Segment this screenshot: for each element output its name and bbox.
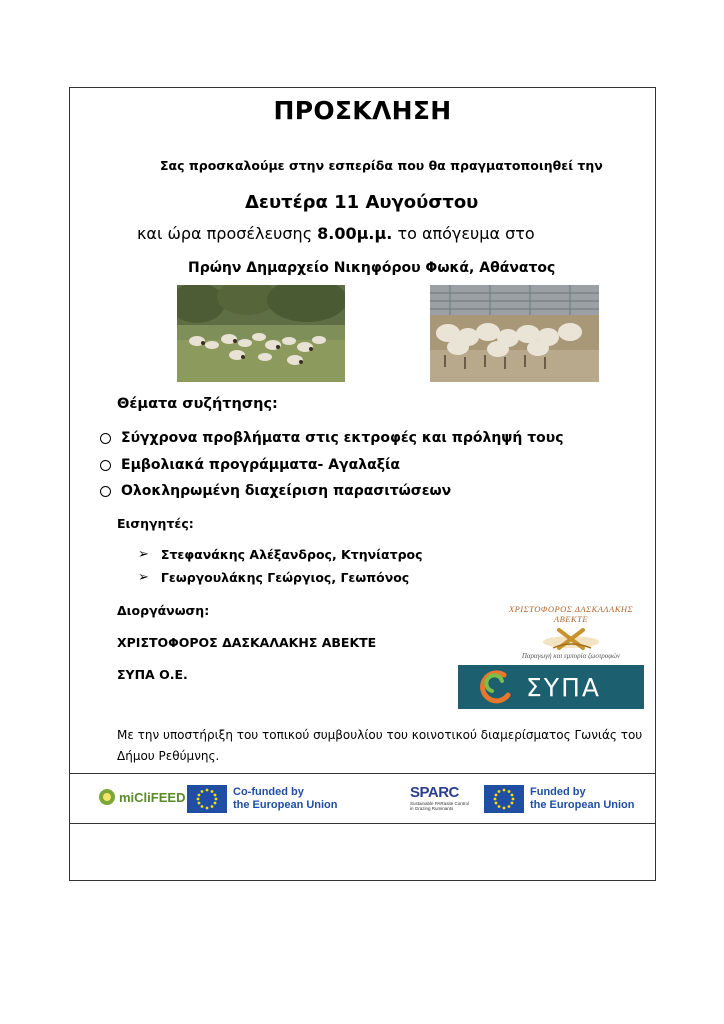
funded-line-2: the European Union bbox=[530, 799, 635, 811]
miclifeed-logo bbox=[98, 788, 185, 806]
circle-bullet-icon bbox=[100, 433, 111, 444]
speaker-item bbox=[138, 570, 409, 585]
wheat-x-icon bbox=[541, 626, 601, 652]
sparc-logo bbox=[410, 784, 469, 811]
topic-label: Εμβολιακά προγράμματα- Αγαλαξία bbox=[121, 457, 401, 473]
topic-label: Σύγχρονα προβλήματα στις εκτροφές και πρόληψή τους bbox=[121, 430, 564, 446]
page-title: ΠΡΟΣΚΛΗΣΗ bbox=[273, 96, 452, 125]
organization-heading: Διοργάνωση: bbox=[117, 603, 210, 618]
circle-bullet-icon bbox=[100, 486, 111, 497]
cofunded-line-1: Co-funded by bbox=[233, 786, 304, 798]
topics-heading: Θέματα συζήτησης: bbox=[117, 396, 278, 412]
organizer-name: ΧΡΙΣΤΟΦΟΡΟΣ ΔΑΣΚΑΛΑΚΗΣ ΑΒΕΚΤΕ bbox=[117, 635, 377, 650]
sparc-sub-line-1: Sustainable PARasite Control bbox=[410, 801, 469, 806]
topic-item bbox=[100, 483, 451, 499]
time-suffix: το απόγευμα στο bbox=[397, 224, 535, 243]
footer-divider-top bbox=[70, 773, 655, 774]
speaker-label: Στεφανάκης Αλέξανδρος, Κτηνίατρος bbox=[160, 547, 423, 562]
eu-flag-icon bbox=[484, 785, 524, 813]
sypa-swirl-icon bbox=[478, 669, 518, 705]
cofunded-eu-logo bbox=[187, 785, 338, 813]
eu-flag-icon bbox=[187, 785, 227, 813]
event-venue: Πρώην Δημαρχείο Νικηφόρου Φωκά, Αθάνατος bbox=[188, 260, 556, 276]
arrow-bullet-icon: ➢ bbox=[138, 547, 149, 562]
event-time bbox=[137, 224, 535, 243]
miclifeed-logo-text: miCliFEED bbox=[119, 789, 186, 805]
time-value: 8.00μ.μ. bbox=[317, 224, 393, 243]
sypa-logo bbox=[458, 665, 644, 709]
funded-line-1: Funded by bbox=[530, 786, 586, 798]
miclifeed-emblem-icon bbox=[98, 788, 116, 806]
time-prefix: και ώρα προσέλευσης bbox=[137, 224, 313, 243]
organizer-name: ΣΥΠΑ Ο.Ε. bbox=[117, 667, 188, 682]
circle-bullet-icon bbox=[100, 460, 111, 471]
topic-item bbox=[100, 430, 564, 446]
cofunded-text bbox=[233, 786, 338, 812]
speakers-heading: Εισηγητές: bbox=[117, 516, 194, 531]
arrow-bullet-icon: ➢ bbox=[138, 570, 149, 585]
daskalakis-logo-name: ΧΡΙΣΤΟΦΟΡΟΣ ΔΑΣΚΑΛΑΚΗΣ ΑΒΕΚΤΕ bbox=[508, 604, 634, 624]
sparc-sub-line-2: in Grazing Ruminants bbox=[410, 806, 454, 811]
sheep-grazing-photo bbox=[177, 285, 345, 382]
sheep-pen-photo bbox=[430, 285, 599, 382]
daskalakis-logo bbox=[496, 604, 646, 658]
speaker-label: Γεωργουλάκης Γεώργιος, Γεωπόνος bbox=[160, 570, 410, 585]
sparc-logo-text: SPARC bbox=[410, 784, 459, 801]
speaker-item bbox=[138, 547, 423, 562]
invitation-line: Σας προσκαλούμε στην εσπερίδα που θα πραγματοποιηθεί την bbox=[160, 158, 603, 173]
invitation-frame bbox=[69, 87, 656, 881]
funded-text bbox=[530, 786, 635, 812]
cofunded-line-2: the European Union bbox=[233, 799, 338, 811]
sypa-logo-text: ΣΥΠΑ bbox=[526, 672, 601, 702]
funded-eu-logo bbox=[484, 785, 635, 813]
topic-item bbox=[100, 457, 400, 473]
event-date: Δευτέρα 11 Αυγούστου bbox=[245, 192, 479, 213]
support-text: Με την υποστήριξη του τοπικού συμβουλίου του κοινοτικού διαμερίσματος Γωνιάς του Δήμου Ρεθύμνης. bbox=[117, 728, 643, 763]
footer-divider-bottom bbox=[70, 823, 655, 824]
topic-label: Ολοκληρωμένη διαχείριση παρασιτώσεων bbox=[121, 483, 452, 499]
daskalakis-logo-tagline: Παραγωγή και εμπορία ζωοτροφών bbox=[521, 652, 621, 660]
